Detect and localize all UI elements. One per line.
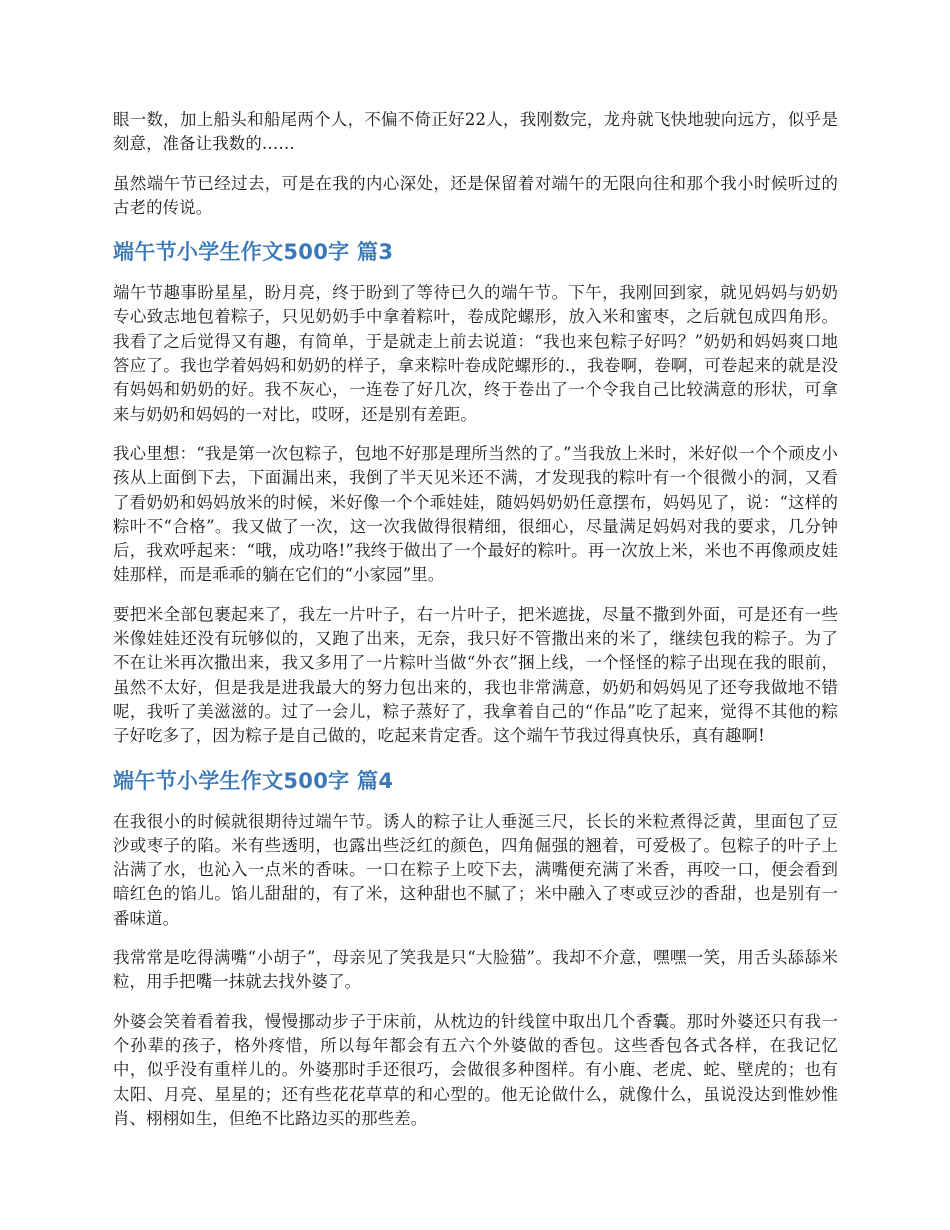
intro-paragraph: 虽然端午节已经过去，可是在我的内心深处，还是保留着对端午的无限向往和那个我小时候听过的古老的传说。	[113, 173, 838, 217]
body-paragraph: 端午节趣事盼星星，盼月亮，终于盼到了等待已久的端午节。下午，我刚回到家，就见妈妈与奶奶专心致志地包着粽子，只见奶奶手中拿着粽叶，卷成陀螺形，放入米和蜜枣，之后就包成四角形。我看了之后觉得又有趣，有简单，于是就走上前去说道：“我也来包粽子好吗？”奶奶和妈妈爽口地答应了。我也学着妈妈和奶奶的样子，拿来粽叶卷成陀螺形的.，我卷啊，卷啊，可卷起来的就是没有妈妈和奶奶的好。我不灰心，一连卷了好几次，终于卷出了一个令我自己比较满意的形状，可拿来与奶奶和妈妈的一对比，哎呀，还是别有差距。	[113, 283, 838, 424]
body-paragraph: 我心里想：“我是第一次包粽子，包地不好那是理所当然的了。”当我放上米时，米好似一个个顽皮小孩从上面倒下去，下面漏出来，我倒了半天见米还不满，才发现我的粽叶有一个很微小的洞，又看了看奶奶和妈妈放米的时候，米好像一个个乖娃娃，随妈妈奶奶任意摆布，妈妈见了，说：“这样的粽叶不“合格”。我又做了一次，这一次我做得很精细，很细心，尽量满足妈妈对我的要求，几分钟后，我欢呼起来：“哦，成功咯!”我终于做出了一个最好的粽叶。再一次放上米，米也不再像顽皮娃娃那样，而是乖乖的躺在它们的“小家园”里。	[113, 443, 838, 585]
document-page	[113, 108, 838, 1146]
body-paragraph: 要把米全部包裹起来了，我左一片叶子，右一片叶子，把米遮拢，尽量不撒到外面，可是还有一些米像娃娃还没有玩够似的，又跑了出来，无奈，我只好不管撒出来的米了，继续包我的粽子。为了不在让米再次撒出来，我又多用了一片粽叶当做“外衣”捆上线，一个怪怪的粽子出现在我的眼前，虽然不太好，但是我是进我最大的努力包出来的，我也非常满意，奶奶和妈妈见了还夸我做地不错呢，我听了美滋滋的。过了一会儿，粽子蒸好了，我拿着自己的“作品”吃了起来，觉得不其他的粽子好吃多了，因为粽子是自己做的，吃起来肯定香。这个端午节我过得真快乐，真有趣啊!	[113, 604, 838, 746]
intro-paragraph: 眼一数，加上船头和船尾两个人，不偏不倚正好22人，我刚数完，龙舟就飞快地驶向远方，似乎是刻意，准备让我数的……	[113, 110, 838, 154]
body-paragraph: 在我很小的时候就很期待过端午节。诱人的粽子让人垂涎三尺，长长的米粒煮得泛黄，里面包了豆沙或枣子的陷。米有些透明，也露出些泛红的颜色，四角倔强的翘着，可爱极了。包粽子的叶子上沾满了水，也沁入一点米的香味。一口在粽子上咬下去，满嘴便充满了米香，再咬一口，便会看到暗红色的馅儿。馅儿甜甜的，有了米，这种甜也不腻了；米中融入了枣或豆沙的香甜，也是别有一番味道。	[113, 811, 838, 928]
section-heading: 端午节小学生作文500字 篇4	[113, 768, 394, 793]
body-paragraph: 外婆会笑着看着我，慢慢挪动步子于床前，从枕边的针线筐中取出几个香囊。那时外婆还只有我一个孙辈的孩子，格外疼惜，所以每年都会有五六个外婆做的香包。这些香包各式各样，在我记忆中，似乎没有重样儿的。外婆那时手还很巧，会做很多种图样。有小鹿、老虎、蛇、壁虎的；也有太阳、月亮、星星的；还有些花花草草的和心型的。他无论做什么，就像什么，虽说没达到惟妙惟肖、栩栩如生，但绝不比路边买的那些差。	[113, 1011, 838, 1128]
section-heading: 端午节小学生作文500字 篇3	[113, 240, 394, 265]
body-paragraph: 我常常是吃得满嘴“小胡子”，母亲见了笑我是只“大脸猫”。我却不介意，嘿嘿一笑，用舌头舔舔米粒，用手把嘴一抹就去找外婆了。	[113, 948, 838, 992]
